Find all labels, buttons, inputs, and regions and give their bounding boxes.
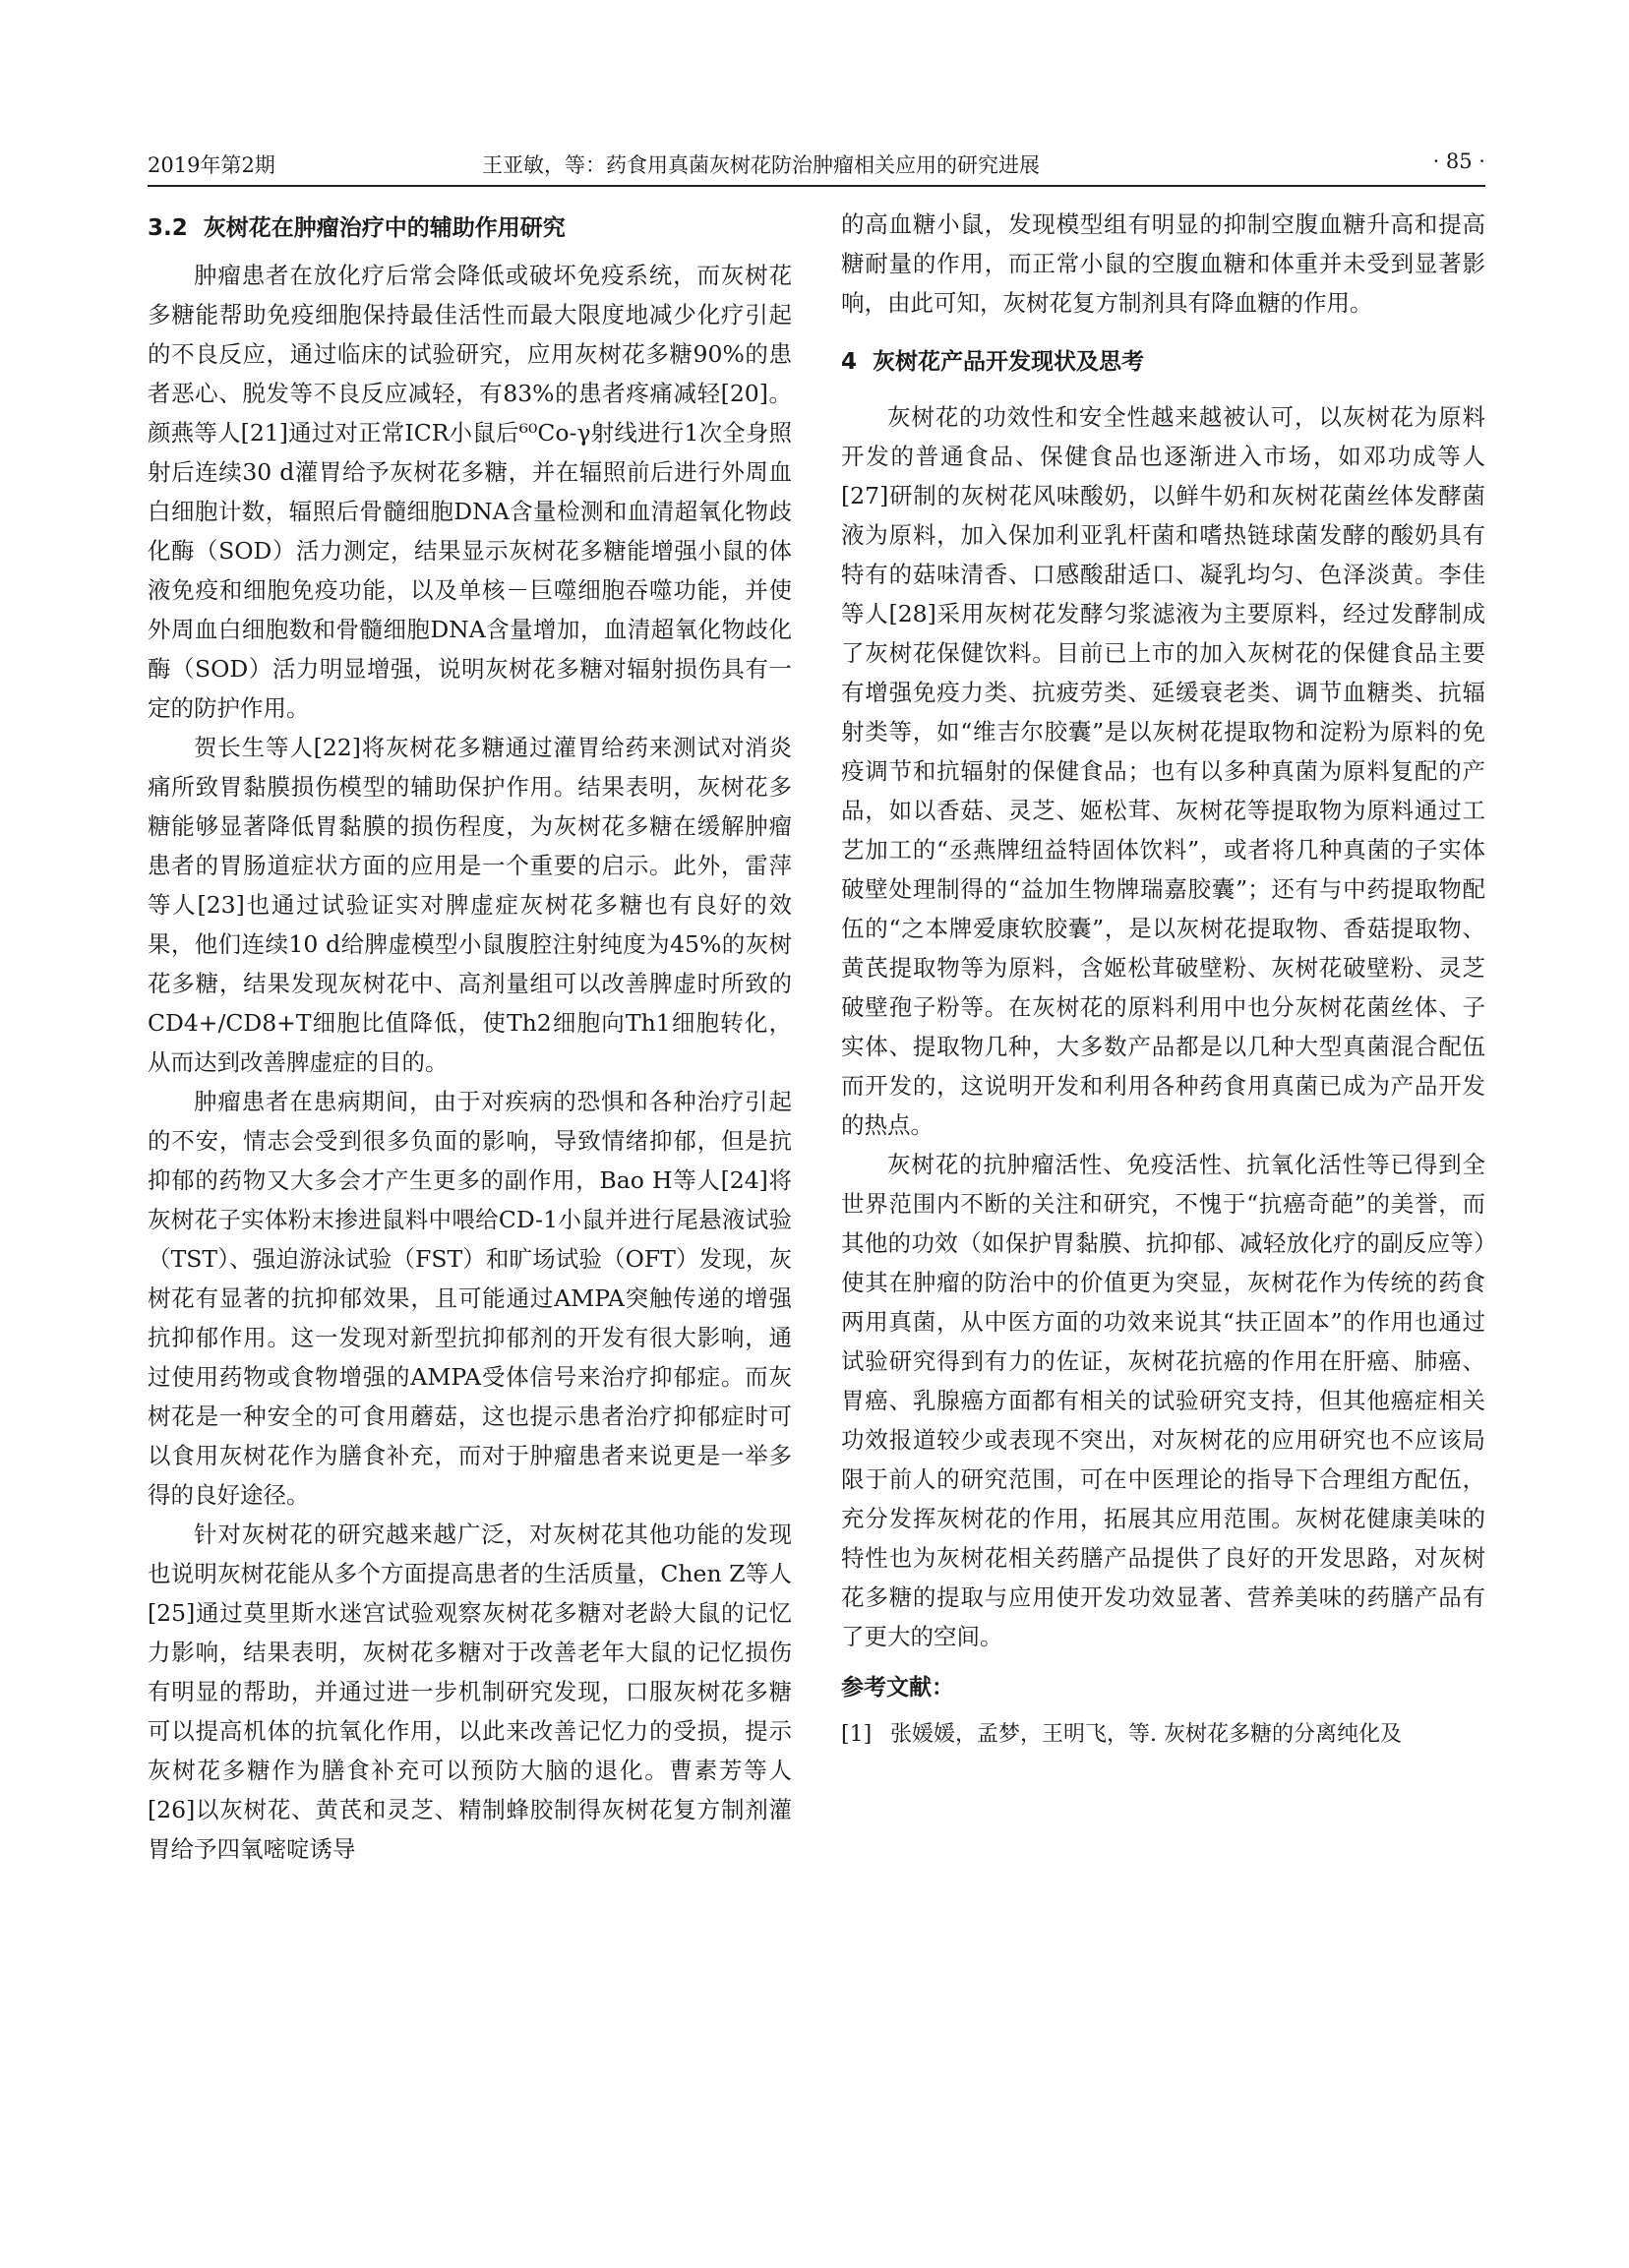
left-column: [148, 205, 792, 1869]
section-title: 灰树花产品开发现状及思考: [873, 349, 1145, 375]
journal-issue: 2019年第2期: [148, 153, 275, 177]
section-4-heading: [841, 342, 1485, 382]
page-number: · 85 ·: [1432, 149, 1485, 173]
body-paragraph: 灰树花的功效性和安全性越来越被认可，以灰树花为原料开发的普通食品、保健食品也逐渐进入市场，如邓功成等人[27]研制的灰树花风味酸奶，以鲜牛奶和灰树花菌丝体发酵菌液为原料，加入保加利亚乳杆菌和嗜热链球菌发酵的酸奶具有特有的菇味清香、口感酸甜适口、凝乳均匀、色泽淡黄。李佳等人[28]采用灰树花发酵匀浆滤液为主要原料，经过发酵制成了灰树花保健饮料。目前已上市的加入灰树花的保健食品主要有增强免疫力类、抗疲劳类、延缓衰老类、调节血糖类、抗辐射类等，如“维吉尔胶囊”是以灰树花提取物和淀粉为原料的免疫调节和抗辐射的保健食品；也有以多种真菌为原料复配的产品，如以香菇、灵芝、姬松茸、灰树花等提取物为原料通过工艺加工的“丞燕牌纽益特固体饮料”，或者将几种真菌的子实体破壁处理制得的“益加生物牌瑞嘉胶囊”；还有与中药提取物配伍的“之本牌爱康软胶囊”，是以灰树花提取物、香菇提取物、黄芪提取物等为原料，含姬松茸破壁粉、灰树花破壁粉、灵芝破壁孢子粉等。在灰树花的原料利用中也分灰树花菌丝体、子实体、提取物几种，大多数产品都是以几种大型真菌混合配伍而开发的，这说明开发和利用各种药食用真菌已成为产品开发的热点。: [841, 403, 1485, 1139]
continued-paragraph: 的高血糖小鼠，发现模型组有明显的抑制空腹血糖升高和提高糖耐量的作用，而正常小鼠的空腹血糖和体重并未受到显著影响，由此可知，灰树花复方制剂具有降血糖的作用。: [841, 210, 1485, 317]
body-paragraph: 肿瘤患者在放化疗后常会降低或破坏免疫系统，而灰树花多糖能帮助免疫细胞保持最佳活性而最大限度地减少化疗引起的不良反应，通过临床的试验研究，应用灰树花多糖90%的患者恶心、脱发等不良反应减轻，有83%的患者疼痛减轻[20]。颜燕等人[21]通过对正常ICR小鼠后⁶⁰Co-γ射线进行1次全身照射后连续30 d灌胃给予灰树花多糖，并在辐照前后进行外周血白细胞计数，辐照后骨髓细胞DNA含量检测和血清超氧化物歧化酶（SOD）活力测定，结果显示灰树花多糖能增强小鼠的体液免疫和细胞免疫功能，以及单核－巨噬细胞吞噬功能，并使外周血白细胞数和骨髓细胞DNA含量增加，血清超氧化物歧化酶（SOD）活力明显增强，说明灰树花多糖对辐射损伤具有一定的防护作用。: [148, 262, 792, 722]
right-column: [841, 205, 1485, 1755]
running-header: [148, 149, 1485, 187]
section-number: 3.2: [148, 215, 188, 241]
references-heading: 参考文献：: [841, 1675, 954, 1701]
header-rule: [148, 185, 1485, 187]
body-paragraph: 针对灰树花的研究越来越广泛，对灰树花其他功能的发现也说明灰树花能从多个方面提高患者的生活质量，Chen Z等人[25]通过莫里斯水迷宫试验观察灰树花多糖对老龄大鼠的记忆力影响，结果表明，灰树花多糖对于改善老年大鼠的记忆损伤有明显的帮助，并通过进一步机制研究发现，口服灰树花多糖可以提高机体的抗氧化作用，以此来改善记忆力的受损，提示灰树花多糖作为膳食补充可以预防大脑的退化。曹素芳等人[26]以灰树花、黄芪和灵芝、精制蜂胶制得灰树花复方制剂灌胃给予四氧嘧啶诱导: [148, 1521, 792, 1863]
section-3-2-heading: [148, 209, 792, 248]
reference-number: [1]: [841, 1722, 873, 1747]
body-paragraph: 肿瘤患者在患病期间，由于对疾病的恐惧和各种治疗引起的不安，情志会受到很多负面的影响，导致情绪抑郁，但是抗抑郁的药物又大多会才产生更多的副作用，Bao H等人[24]将灰树花子实体粉末掺进鼠料中喂给CD-1小鼠并进行尾悬液试验（TST）、强迫游泳试验（FST）和旷场试验（OFT）发现，灰树花有显著的抗抑郁效果，且可能通过AMPA突触传递的增强抗抑郁作用。这一发现对新型抗抑郁剂的开发有很大影响，通过使用药物或食物增强的AMPA受体信号来治疗抑郁症。而灰树花是一种安全的可食用蘑菇，这也提示患者治疗抑郁症时可以食用灰树花作为膳食补充，而对于肿瘤患者来说更是一举多得的良好途径。: [148, 1088, 792, 1509]
reference-text: 张媛媛，孟梦，王明飞，等. 灰树花多糖的分离纯化及: [890, 1722, 1402, 1747]
section-title: 灰树花在肿瘤治疗中的辅助作用研究: [203, 215, 566, 241]
running-title: 王亚敏，等：药食用真菌灰树花防治肿瘤相关应用的研究进展: [482, 153, 1040, 177]
section-number: 4: [841, 349, 858, 375]
body-paragraph: 灰树花的抗肿瘤活性、免疫活性、抗氧化活性等已得到全世界范围内不断的关注和研究，不愧于“抗癌奇葩”的美誉，而其他的功效（如保护胃黏膜、抗抑郁、减轻放化疗的副反应等）使其在肿瘤的防治中的价值更为突显，灰树花作为传统的药食两用真菌，从中医方面的功效来说其“扶正固本”的作用也通过试验研究得到有力的佐证，灰树花抗癌的作用在肝癌、肺癌、胃癌、乳腺癌方面都有相关的试验研究支持，但其他癌症相关功效报道较少或表现不突出，对灰树花的应用研究也不应该局限于前人的研究范围，可在中医理论的指导下合理组方配伍，充分发挥灰树花的作用，拓展其应用范围。灰树花健康美味的特性也为灰树花相关药膳产品提供了良好的开发思路，对灰树花多糖的提取与应用使开发功效显著、营养美味的药膳产品有了更大的空间。: [841, 1151, 1485, 1650]
body-paragraph: 贺长生等人[22]将灰树花多糖通过灌胃给药来测试对消炎痛所致胃黏膜损伤模型的辅助保护作用。结果表明，灰树花多糖能够显著降低胃黏膜的损伤程度，为灰树花多糖在缓解肿瘤患者的胃肠道症状方面的应用是一个重要的启示。此外，雷萍等人[23]也通过试验证实对脾虚症灰树花多糖也有良好的效果，他们连续10 d给脾虚模型小鼠腹腔注射纯度为45%的灰树花多糖，结果发现灰树花中、高剂量组可以改善脾虚时所致的CD4+/CD8+T细胞比值降低，使Th2细胞向Th1细胞转化，从而达到改善脾虚症的目的。: [148, 734, 792, 1076]
reference-item: [841, 1715, 1485, 1755]
